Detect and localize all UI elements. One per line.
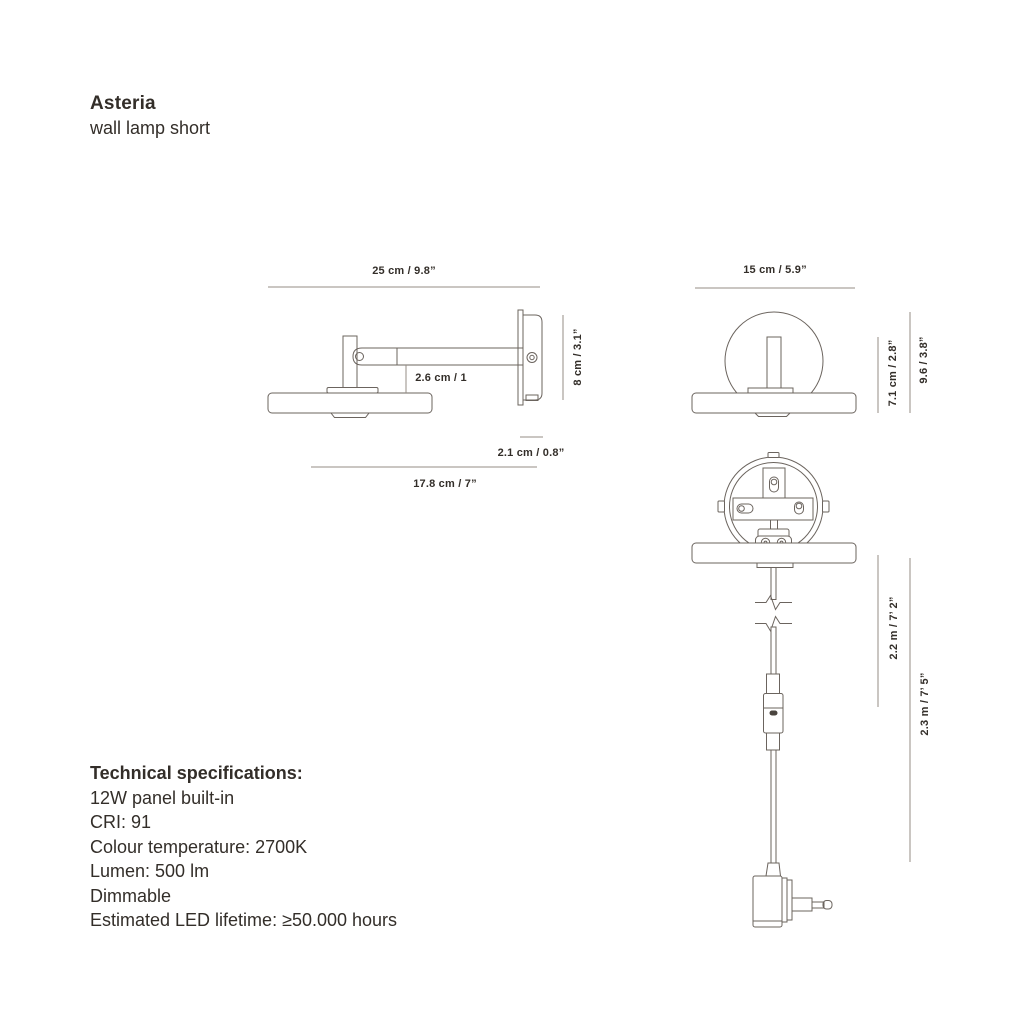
spec-line-wattage: 12W panel built-in	[90, 787, 235, 808]
back-shade-disc	[692, 543, 856, 563]
side-diffuser	[331, 413, 369, 418]
back-tab-top	[768, 453, 779, 458]
spec-line-led-lifetime: Estimated LED lifetime: ≥50.000 hours	[90, 910, 398, 930]
plug-face-2	[787, 880, 792, 920]
side-bracket-body	[523, 315, 542, 400]
switch-neck-top	[767, 674, 780, 694]
specs-heading: Technical specifications:	[90, 763, 303, 783]
cable-segment-3	[771, 750, 776, 863]
plug-pin	[812, 902, 824, 908]
spec-line-dimmable: Dimmable	[90, 885, 172, 906]
dimension-label-cable-to-switch: 2.2 m / 7’ 2”	[888, 596, 900, 660]
switch-neck-bottom	[767, 733, 780, 750]
back-tab-left	[718, 501, 725, 512]
dimension-label-shade-width: 15 cm / 5.9”	[743, 264, 807, 276]
dimension-label-cable-total: 2.3 m / 7’ 5”	[919, 672, 931, 736]
dimension-label-total-depth: 25 cm / 9.8”	[372, 265, 436, 277]
dimension-label-shade-projection: 17.8 cm / 7”	[413, 478, 477, 490]
side-arm	[353, 348, 523, 365]
side-wall-plate	[518, 310, 523, 405]
dimension-label-arm-diameter: 2.6 cm / 1	[415, 372, 467, 384]
side-shade-flange	[327, 388, 378, 394]
dimension-label-total-height: 9.6 / 3.8”	[918, 336, 930, 384]
dimension-label-height-to-stem: 7.1 cm / 2.8”	[887, 339, 899, 407]
front-view-drawing	[692, 312, 856, 417]
product-title: Asteria	[90, 93, 156, 114]
front-diffuser	[755, 413, 790, 417]
dimension-label-bracket-depth: 2.1 cm / 0.8”	[497, 447, 565, 459]
product-subtitle: wall lamp short	[90, 118, 211, 138]
side-screw	[527, 353, 537, 363]
cable-segment-1	[771, 568, 776, 600]
front-stem	[767, 337, 781, 390]
title-block	[90, 92, 210, 140]
plug-body	[753, 876, 782, 927]
switch-button	[770, 711, 778, 716]
side-shade-disc	[268, 393, 432, 413]
back-bracket-vertical	[763, 468, 785, 498]
plug-face-1	[782, 878, 787, 922]
back-tab-right	[823, 501, 830, 512]
cable-segment-2	[771, 627, 776, 674]
plug-strain-relief	[766, 863, 781, 876]
side-view-drawing	[268, 310, 542, 418]
technical-specifications	[90, 761, 397, 933]
back-flange-below	[757, 563, 793, 568]
plug-prong-base	[792, 898, 812, 911]
back-bracket-horizontal	[733, 498, 813, 520]
spec-line-colour-temperature: Colour temperature: 2700K	[90, 836, 308, 857]
back-view-drawing	[692, 453, 856, 928]
front-shade-disc	[692, 393, 856, 413]
spec-line-cri: CRI: 91	[90, 812, 152, 832]
dimension-label-bracket-height: 8 cm / 3.1”	[572, 328, 584, 386]
spec-line-lumen: Lumen: 500 lm	[90, 861, 210, 881]
